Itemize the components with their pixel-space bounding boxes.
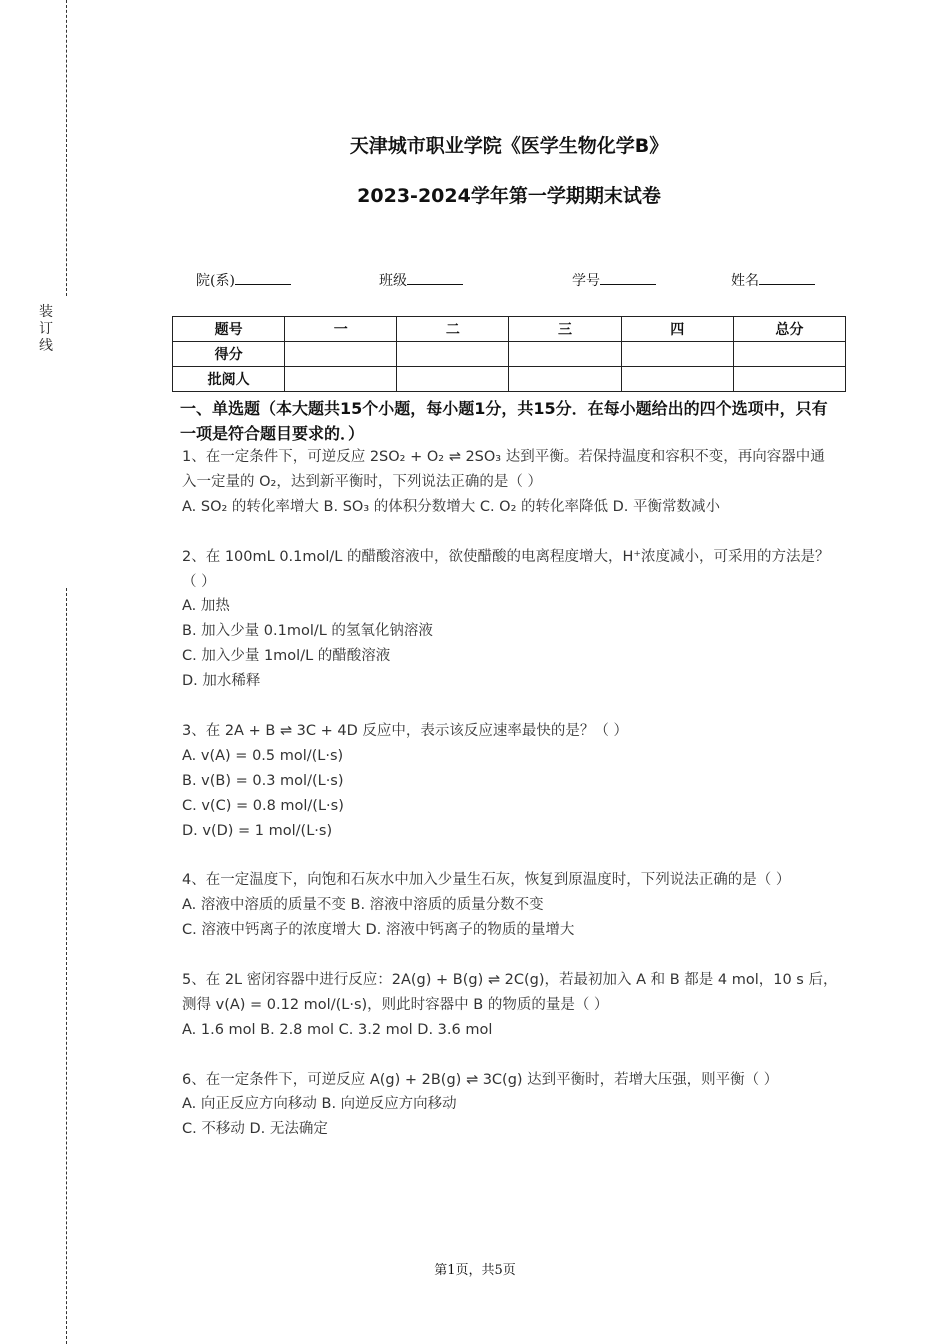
student-info-row [172,270,846,292]
reviewer-cell [397,367,509,392]
question-stem: 2、在 100mL 0.1mol/L 的醋酸溶液中，欲使醋酸的电离程度增大，H⁺浓度减小，可采用的方法是？（ ） [182,548,830,590]
score-table-header: 二 [397,317,509,342]
score-table-row [173,342,846,367]
class-blank [407,270,463,285]
student-id-field [572,270,656,290]
question-4 [182,868,838,943]
question-options: A. 溶液中溶质的质量不变 B. 溶液中溶质的质量分数不变 [182,897,544,914]
department-blank [235,270,291,285]
question-options: A. 向正反应方向移动 B. 向逆反应方向移动 [182,1096,457,1113]
question-option: B. 加入少量 0.1mol/L 的氢氧化钠溶液 [182,623,433,640]
name-field [731,270,815,290]
score-cell [621,342,733,367]
class-label: 班级 [379,273,407,289]
question-6 [182,1068,838,1143]
question-option: D. v(D) = 1 mol/(L·s) [182,822,333,839]
question-2 [182,545,838,694]
question-list [182,445,838,1167]
student-id-label: 学号 [572,273,600,289]
question-stem: 3、在 2A + B ⇌ 3C + 4D 反应中，表示该反应速率最快的是？（ ） [182,722,628,739]
question-option: C. v(C) = 0.8 mol/(L·s) [182,797,344,814]
department-field [196,270,291,290]
question-options: C. 不移动 D. 无法确定 [182,1121,328,1138]
question-stem: 1、在一定条件下，可逆反应 2SO₂ + O₂ ⇌ 2SO₃ 达到平衡。若保持温度和容积不变，再向容器中通入一定量的 O₂，达到新平衡时，下列说法正确的是（ ） [182,449,825,490]
score-table-header: 三 [509,317,621,342]
question-options: C. 溶液中钙离子的浓度增大 D. 溶液中钙离子的物质的量增大 [182,922,575,939]
question-1 [182,445,838,520]
score-table-row [173,367,846,392]
department-label: 院(系) [196,273,235,289]
binding-line-label: 装订线 [39,304,53,354]
class-field [379,270,463,290]
reviewer-cell [285,367,397,392]
question-options: A. 1.6 mol B. 2.8 mol C. 3.2 mol D. 3.6 mol [182,1021,493,1038]
question-options: A. SO₂ 的转化率增大 B. SO₃ 的体积分数增大 C. O₂ 的转化率降低 D. 平衡常数减小 [182,498,721,515]
question-stem: 4、在一定温度下，向饱和石灰水中加入少量生石灰，恢复到原温度时，下列说法正确的是（ ） [182,872,791,889]
score-table-header: 总分 [733,317,845,342]
section-heading: 一、单选题（本大题共15个小题，每小题1分，共15分．在每小题给出的四个选项中，只有一项是符合题目要求的．） [180,399,828,443]
reviewer-row-label: 批阅人 [173,367,285,392]
question-option: B. v(B) = 0.3 mol/(L·s) [182,772,344,789]
name-label: 姓名 [731,273,759,289]
score-cell [509,342,621,367]
reviewer-cell [621,367,733,392]
question-3 [182,719,838,844]
score-table-header: 题号 [173,317,285,342]
student-id-blank [600,270,656,285]
binding-dashed-line-bottom [66,588,67,1344]
question-5 [182,968,838,1043]
exam-title: 天津城市职业学院《医学生物化学B》 [349,135,669,157]
exam-subtitle: 2023-2024学年第一学期期末试卷 [357,185,661,207]
question-stem: 6、在一定条件下，可逆反应 A(g) + 2B(g) ⇌ 3C(g) 达到平衡时，若增大压强，则平衡（ ） [182,1071,779,1088]
question-stem: 5、在 2L 密闭容器中进行反应：2A(g) + B(g) ⇌ 2C(g)，若最初加入 A 和 B 都是 4 mol，10 s 后，测得 v(A) = 0.12 mol/(L·s)，则此时容器中 B 的物质的量是（ ） [182,971,838,1013]
question-option: A. v(A) = 0.5 mol/(L·s) [182,747,344,764]
score-table-header: 四 [621,317,733,342]
score-cell [733,342,845,367]
question-option: C. 加入少量 1mol/L 的醋酸溶液 [182,648,391,665]
score-table-header: 一 [285,317,397,342]
score-cell [285,342,397,367]
question-option: A. 加热 [182,598,230,615]
binding-dashed-line-top [66,0,67,296]
score-table [172,316,846,392]
question-option: D. 加水稀释 [182,673,261,690]
page-number: 第1页，共5页 [434,1263,516,1278]
score-table-header-row [173,317,846,342]
name-blank [759,270,815,285]
reviewer-cell [509,367,621,392]
score-row-label: 得分 [173,342,285,367]
reviewer-cell [733,367,845,392]
score-cell [397,342,509,367]
